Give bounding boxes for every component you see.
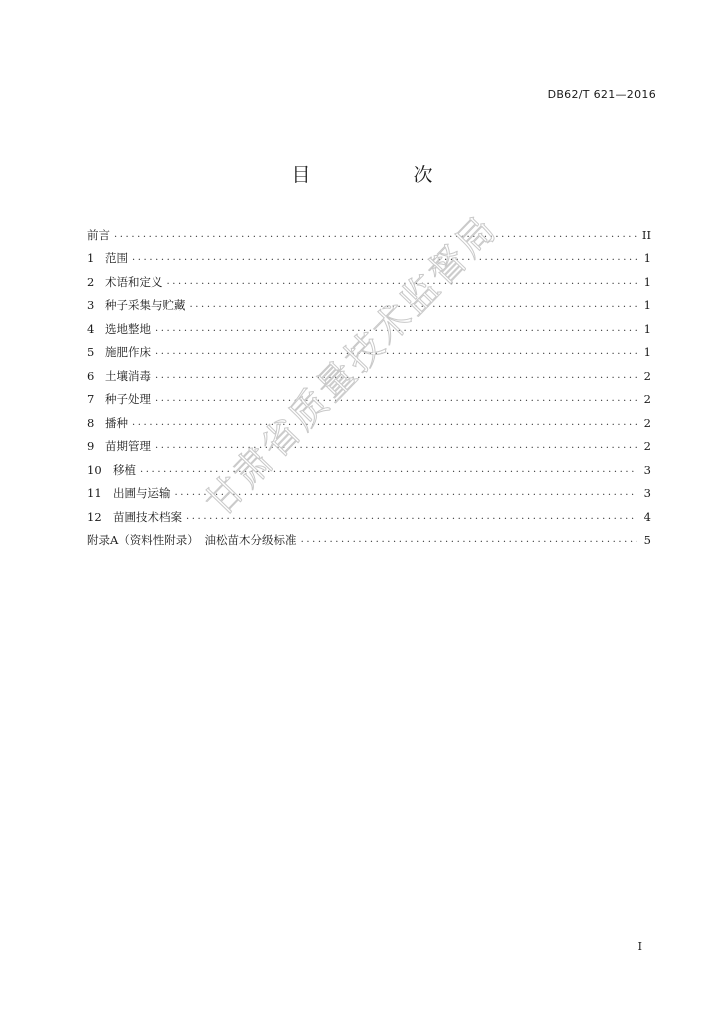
toc-entry-page: 4 xyxy=(643,509,651,524)
toc-entry-10[interactable] xyxy=(87,453,651,477)
dot-leader xyxy=(151,439,637,453)
toc-entry-label: 范围 xyxy=(105,251,128,265)
toc-entry-number: 11 xyxy=(87,486,102,500)
toc-entry-8[interactable] xyxy=(87,406,651,430)
toc-entry-9[interactable] xyxy=(87,430,651,454)
page-number: I xyxy=(637,940,642,953)
toc-entry-page: 1 xyxy=(643,321,651,336)
toc-entry-5[interactable] xyxy=(87,336,651,360)
document-code: DB62/T 621—2016 xyxy=(547,88,656,101)
dot-leader xyxy=(182,510,637,524)
toc-entry-label: 附录A（资料性附录） 油松苗木分级标准 xyxy=(87,533,297,547)
toc-entry-label: 苗期管理 xyxy=(105,439,151,453)
toc-entry-1[interactable] xyxy=(87,242,651,266)
table-of-contents xyxy=(87,218,651,547)
toc-entry-page: 3 xyxy=(643,486,651,500)
toc-entry-number: 5 xyxy=(87,345,95,359)
toc-entry-page: 3 xyxy=(643,462,651,477)
toc-entry-3[interactable] xyxy=(87,289,651,313)
dot-leader xyxy=(128,416,637,430)
toc-entry-number: 1 xyxy=(87,251,95,265)
toc-entry-2[interactable] xyxy=(87,265,651,289)
watermark: 甘肃省质量技术监督局 xyxy=(197,206,506,525)
toc-entry-6[interactable] xyxy=(87,359,651,383)
toc-entry-page: 1 xyxy=(643,274,651,289)
dot-leader xyxy=(186,298,638,312)
toc-entry-page: 1 xyxy=(643,298,651,312)
toc-entry-number: 4 xyxy=(87,321,95,336)
toc-entry-page: 2 xyxy=(643,439,651,453)
dot-leader xyxy=(151,392,637,406)
dot-leader xyxy=(151,345,637,359)
toc-entry-label: 种子采集与贮藏 xyxy=(105,298,186,312)
toc-entry-page: 2 xyxy=(643,415,651,430)
toc-entry-label: 土壤消毒 xyxy=(105,368,151,383)
toc-entry-page: 2 xyxy=(643,368,651,383)
toc-entry-label: 前言 xyxy=(87,227,110,242)
toc-entry-7[interactable] xyxy=(87,383,651,407)
dot-leader xyxy=(171,486,638,500)
toc-title: 目 次 xyxy=(291,164,475,186)
toc-entry-label: 选地整地 xyxy=(105,321,151,336)
toc-entry-page: 1 xyxy=(643,345,651,359)
toc-entry-label: 种子处理 xyxy=(105,392,151,406)
toc-entry-number: 2 xyxy=(87,274,95,289)
toc-entry-page: 1 xyxy=(643,251,651,265)
toc-entry-page: II xyxy=(641,227,651,242)
toc-entry-12[interactable] xyxy=(87,500,651,524)
dot-leader xyxy=(151,369,637,383)
toc-entry-page: 2 xyxy=(643,392,651,406)
toc-entry-11[interactable] xyxy=(87,477,651,501)
toc-entry-label: 移植 xyxy=(113,462,136,477)
toc-entry-foreword[interactable] xyxy=(87,218,651,242)
dot-leader xyxy=(128,251,637,265)
toc-entry-label: 出圃与运输 xyxy=(113,486,171,500)
dot-leader xyxy=(151,322,637,336)
dot-leader xyxy=(297,533,637,547)
toc-entry-label: 施肥作床 xyxy=(105,345,151,359)
dot-leader xyxy=(136,463,637,477)
toc-entry-number: 3 xyxy=(87,298,95,312)
dot-leader xyxy=(110,228,637,242)
toc-entry-appendix-a[interactable] xyxy=(87,524,651,548)
toc-entry-page: 5 xyxy=(643,533,651,547)
toc-entry-number: 10 xyxy=(87,462,102,477)
toc-entry-number: 8 xyxy=(87,415,95,430)
toc-entry-label: 术语和定义 xyxy=(105,274,163,289)
toc-entry-label: 播种 xyxy=(105,415,128,430)
dot-leader xyxy=(163,275,638,289)
toc-entry-number: 9 xyxy=(87,439,95,453)
toc-entry-label: 苗圃技术档案 xyxy=(113,509,182,524)
toc-entry-number: 6 xyxy=(87,368,95,383)
toc-entry-4[interactable] xyxy=(87,312,651,336)
toc-entry-number: 12 xyxy=(87,509,102,524)
toc-entry-number: 7 xyxy=(87,392,95,406)
